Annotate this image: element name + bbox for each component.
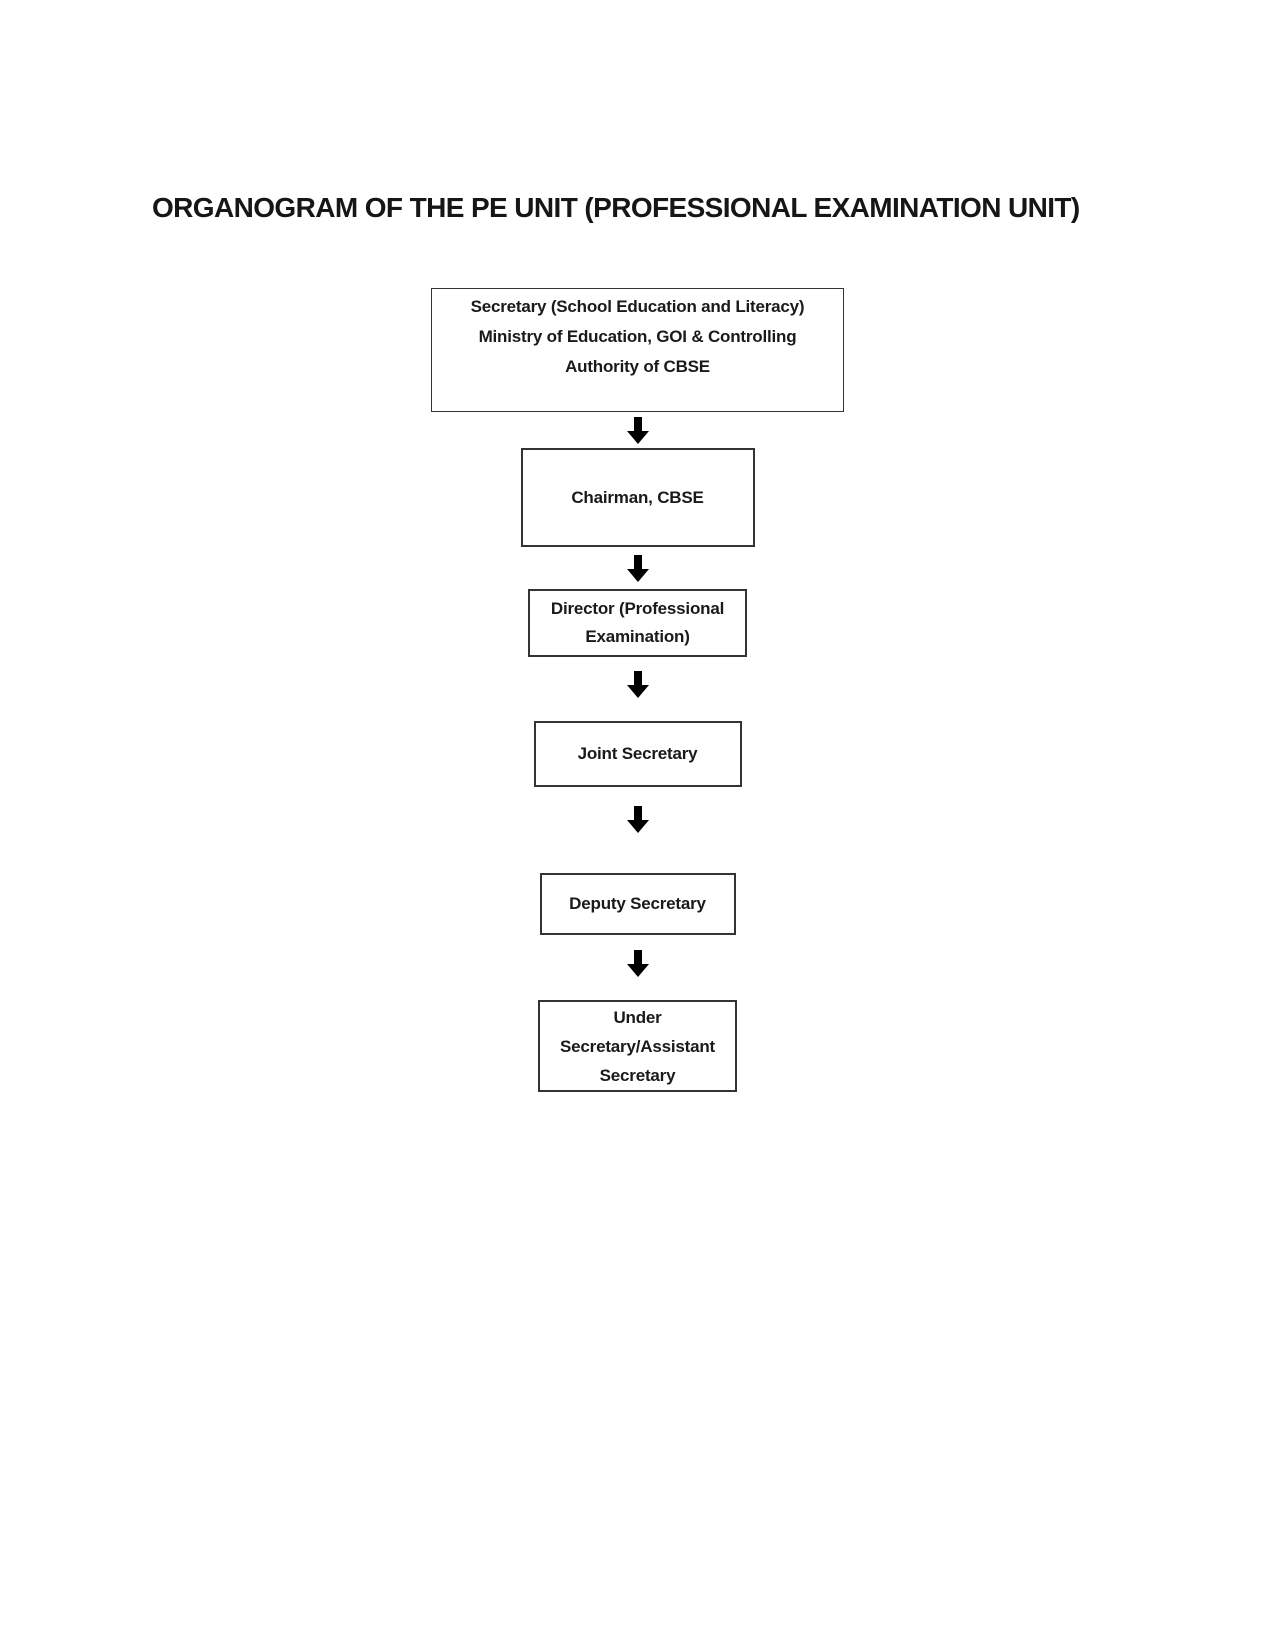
arrow-shaft (634, 950, 642, 964)
connector-gap (627, 657, 649, 721)
org-node-text-line: Director (Professional (550, 599, 725, 618)
org-chart (0, 288, 1275, 1092)
org-node-text-line: Deputy Secretary (569, 894, 706, 913)
arrow-head (627, 820, 649, 833)
org-node-text-line: Secretary/Assistant (560, 1036, 715, 1056)
connector-gap (627, 412, 649, 448)
down-arrow-icon (627, 555, 649, 582)
connector-gap (627, 935, 649, 1000)
org-node-joint-secretary (534, 721, 742, 787)
org-node-text-line: Examination) (585, 627, 690, 646)
org-node-director-professional-examination (528, 589, 747, 657)
org-node-controlling-authority (431, 288, 844, 412)
down-arrow-icon (627, 806, 649, 833)
arrow-shaft (634, 555, 642, 569)
connector-gap (627, 547, 649, 589)
org-node-text-line: Under (613, 1007, 662, 1027)
org-node-text-line: Secretary (599, 1065, 676, 1085)
arrow-shaft (634, 417, 642, 431)
org-node-chairman-cbse (521, 448, 755, 547)
arrow-head (627, 964, 649, 977)
page-title: ORGANOGRAM OF THE PE UNIT (PROFESSIONAL EXAMINATION UNIT) (152, 192, 1080, 223)
arrow-head (627, 431, 649, 444)
arrow-head (627, 569, 649, 582)
org-node-deputy-secretary (540, 873, 736, 935)
down-arrow-icon (627, 950, 649, 977)
org-node-text-line: Authority of CBSE (565, 357, 710, 376)
arrow-shaft (634, 671, 642, 685)
down-arrow-icon (627, 671, 649, 698)
org-node-text-line: Chairman, CBSE (571, 487, 704, 507)
org-node-text-line: Ministry of Education, GOI & Controlling (478, 327, 797, 346)
org-node-text-line: Joint Secretary (577, 744, 698, 763)
down-arrow-icon (627, 417, 649, 444)
org-node-under-secretary-assistant-secretary (538, 1000, 737, 1092)
org-node-text-line: Secretary (School Education and Literacy) (470, 297, 805, 316)
arrow-shaft (634, 806, 642, 820)
connector-gap (627, 787, 649, 873)
arrow-head (627, 685, 649, 698)
